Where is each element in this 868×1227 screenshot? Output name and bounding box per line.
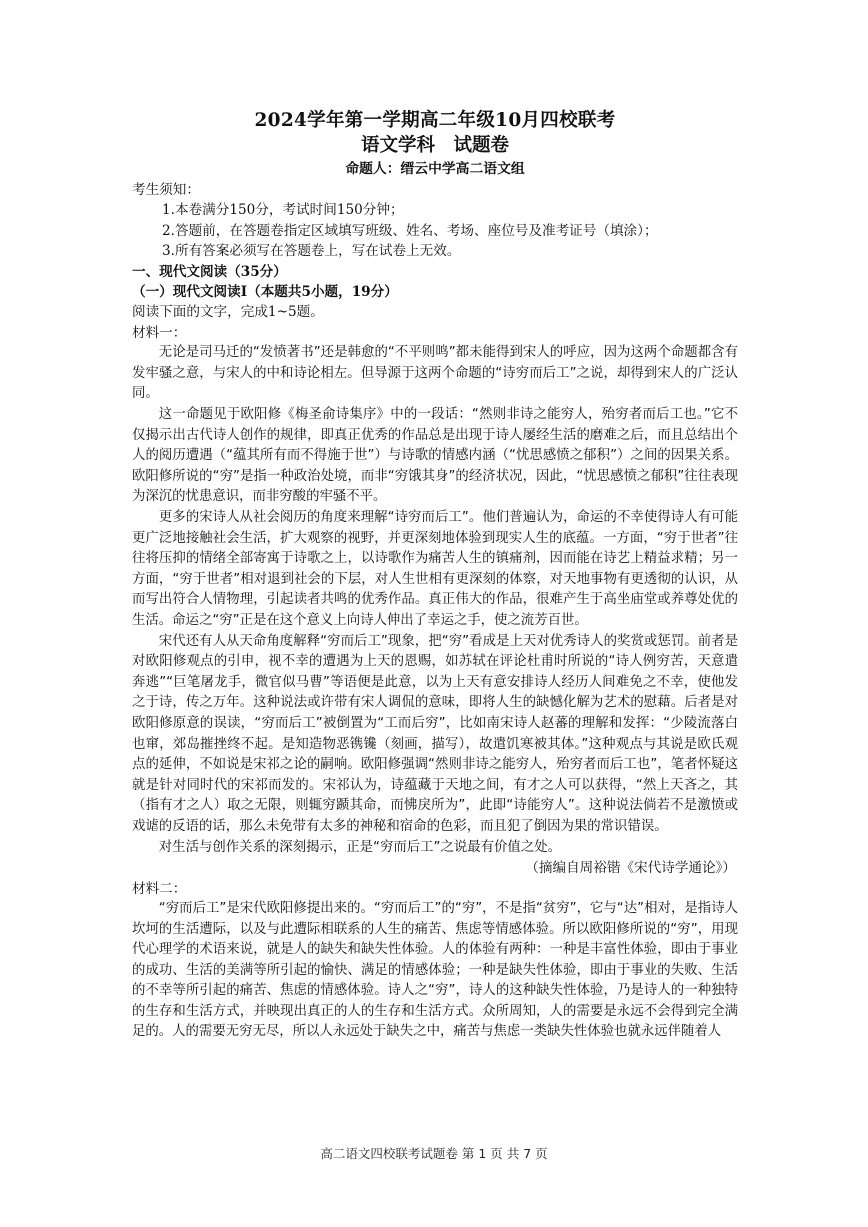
section-heading: 一、现代文阅读（35分） (132, 263, 287, 280)
notice-item-3: 3.所有答案必须写在答题卷上，写在试卷上无效。 (162, 243, 461, 260)
material-one-source: （摘编自周裕锴《宋代诗学通论》） (525, 860, 736, 877)
notice-heading: 考生须知： (132, 182, 200, 198)
exam-author: 命题人：缙云中学高二语文组 (345, 161, 525, 177)
material-two-label: 材料二： (132, 880, 187, 897)
exam-title: 2024学年第一学期高二年级10月四校联考 (254, 110, 616, 131)
notice-item-1: 1.本卷满分150分，考试时间150分钟； (162, 202, 404, 219)
subsection-heading: （一）现代文阅读Ⅰ（本题共5小题，19分） (132, 284, 398, 301)
material-one-paragraph-3: 更多的宋诗人从社会阅历的角度来理解“诗穷而后工”。他们普遍认为，命运的不幸使得诗人有可能更广泛地接触社会生活，扩大观察的视野，并更深刻地体验到现实人生的底蕴。一方面，“穷于世者”往往将压抑的情绪全部寄寓于诗歌之上，以诗歌作为痛苦人生的镇痛剂，因而能在诗艺上精益求精；另一方面，“穷于世者”相对退到社会的下层，对人生世相有更深刻的体察，对天地事物有更透彻的认识，从而写出符合人情物理，引起读者共鸣的优秀作品。真正伟大的作品，很难产生于高坐庙堂或养尊处优的生活。命运之“穷”正是在这个意义上向诗人伸出了幸运之手，使之流芳百世。 (132, 510, 738, 628)
page-footer: 高二语文四校联考试题卷 第 1 页 共 7 页 (320, 1146, 548, 1161)
material-one-paragraph-5: 对生活与创作关系的深刻揭示，正是“穷而后工”之说最有价值之处。 (158, 839, 561, 855)
exam-subtitle: 语文学科 试题卷 (360, 135, 509, 156)
material-one-paragraph-2: 这一命题见于欧阳修《梅圣俞诗集序》中的一段话：“然则非诗之能穷人，殆穷者而后工也。”它不仅揭示出古代诗人创作的规律，即真正优秀的作品总是出现于诗人屡经生活的磨难之后，而且总结出个人的阅历遭遇（“蕴其所有而不得施于世”）与诗歌的情感内涵（“忧思感愤之郁积”）之间的因果关系。欧阳修所说的“穷”是指一种政治处境，而非“穷饿其身”的经济状况，因此，“忧思感愤之郁积”往往表现为深沉的忧患意识，而非穷酸的牢骚不平。 (132, 407, 738, 505)
material-two-paragraph-1: “穷而后工”是宋代欧阳修提出来的。“穷而后工”的“穷”，不是指“贫穷”，它与“达”相对，是指诗人坎坷的生活遭际，以及与此遭际相联系的人生的痛苦、焦虑等情感体验。所以欧阳修所说的“穷”，用现代心理学的术语来说，就是人的缺失和缺失性体验。人的体验有两种：一种是丰富性体验，即由于事业的成功、生活的美满等所引起的愉快、满足的情感体验；一种是缺失性体验，即由于事业的失败、生活的不幸等所引起的痛苦、焦虑的情感体验。诗人之“穷”，诗人的这种缺失性体验，乃是诗人的一种独特的生存和生活方式，并映现出真正的人的生存和生活方式。众所周知，人的需要是永远不会得到完全满足的。人的需要无穷无尽，所以人永远处于缺失之中，痛苦与焦虑一类缺失性体验也就永远伴随着人 (132, 900, 738, 1040)
material-one-paragraph-4: 宋代还有人从天命角度解释“穷而后工”现象，把“穷”看成是上天对优秀诗人的奖赏或惩罚。前者是对欧阳修观点的引申，视不幸的遭遇为上天的恩赐，如苏轼在评论杜甫时所说的“诗人例穷苦，天意遣奔逃”“巨笔屠龙手，微官似马曹”等语便是此意，以为上天有意安排诗人经历人间难免之不幸，使他发之于诗，传之万年。这种说法或许带有宋人调侃的意味，即将人生的缺憾化解为艺术的慰藉。后者是对欧阳修原意的误读，“穷而后工”被倒置为“工而后穷”，比如南宋诗人赵蕃的理解和发挥：“少陵流落白也窜，郊岛摧挫终不起。是知造物恶镌镵（刻画，描写），故遣饥寒被其体。”这种观点与其说是欧氏观点的延伸，不如说是宋祁之论的嗣响。欧阳修强调“然则非诗之能穷人，殆穷者而后工也”，笔者怀疑这就是针对同时代的宋祁而发的。宋祁认为，诗蕴藏于天地之间，有才之人可以获得，“然上天吝之，其（指有才之人）取之无限，则辄穷踬其命，而怫戾所为”，此即“诗能穷人”。这种说法倘若不是激愤或戏谑的反语的话，那么未免带有太多的神秘和宿命的色彩，而且犯了倒因为果的常识错误。 (132, 633, 738, 834)
material-one-label: 材料一： (132, 324, 187, 341)
reading-instruction: 阅读下面的文字，完成1~5题。 (132, 304, 324, 321)
material-one-paragraph-1: 无论是司马迁的“发愤著书”还是韩愈的“不平则鸣”都未能得到宋人的呼应，因为这两个命题都含有发牢骚之意，与宋人的中和诗论相左。但导源于这两个命题的“诗穷而后工”之说，却得到宋人的广泛认同。 (132, 345, 738, 402)
notice-item-2: 2.答题前，在答题卷指定区域填写班级、姓名、考场、座位号及准考证号（填涂）； (162, 222, 658, 239)
